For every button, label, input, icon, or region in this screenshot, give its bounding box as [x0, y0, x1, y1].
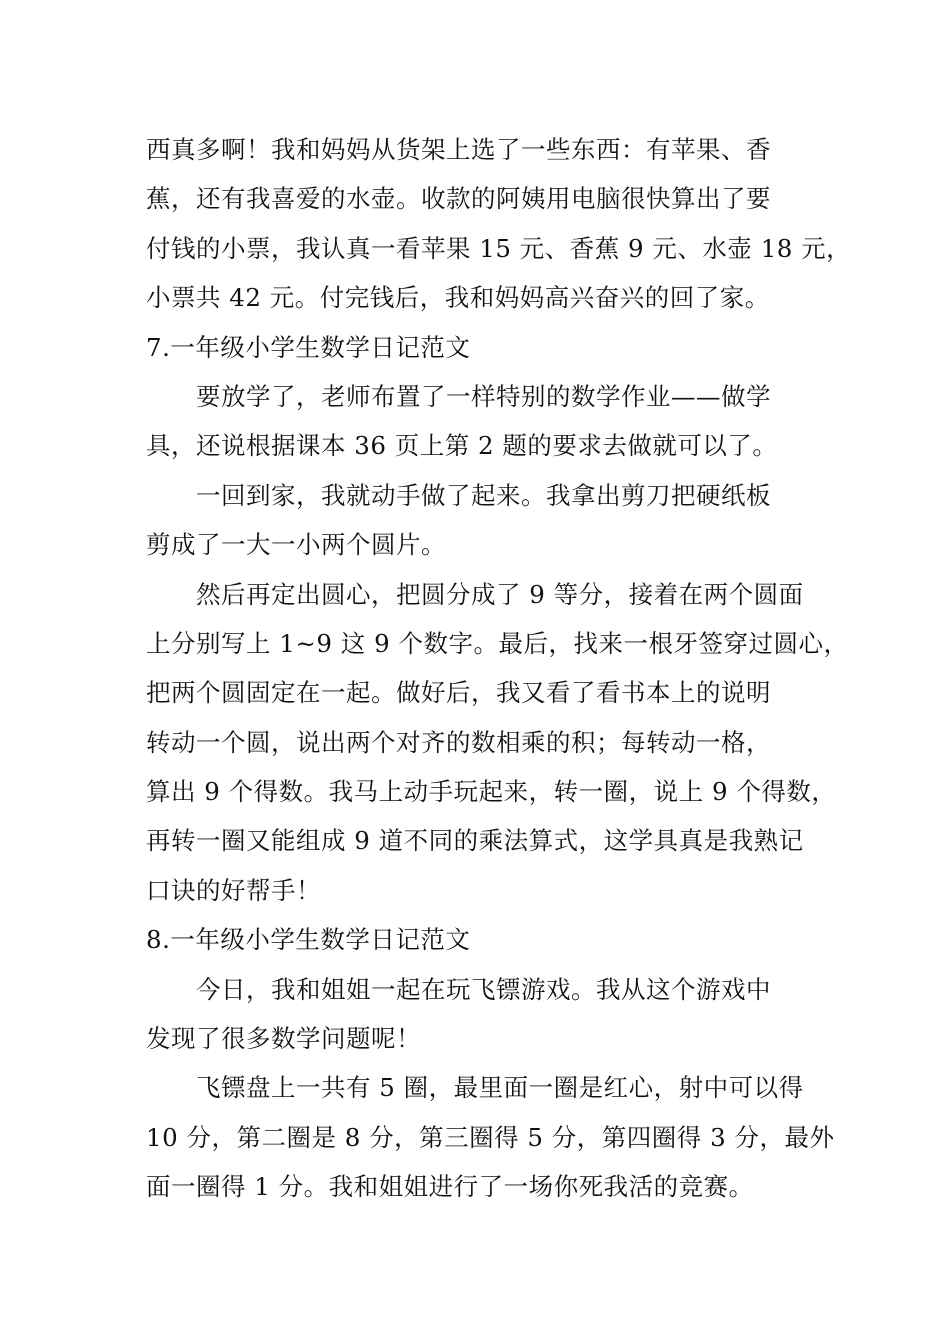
text-line: 西真多啊！我和妈妈从货架上选了一些东西：有苹果、香	[146, 135, 771, 164]
text-line: 付钱的小票，我认真一看苹果 15 元、香蕉 9 元、水壶 18 元，	[146, 233, 852, 263]
text-line: 发现了很多数学问题呢！	[146, 1024, 421, 1054]
document-body	[146, 125, 852, 1212]
text-line: 小票共 42 元。付完钱后，我和妈妈高兴奋兴的回了家。	[146, 283, 770, 313]
text-line: 一回到家，我就动手做了起来。我拿出剪刀把硬纸板	[196, 480, 771, 510]
text-line: 剪成了一大一小两个圆片。	[146, 530, 446, 560]
text-line: 上分别写上 1~9 这 9 个数字。最后，找来一根牙签穿过圆心，	[146, 628, 849, 658]
text-line: 面一圈得 1 分。我和姐姐进行了一场你死我活的竞赛。	[146, 1172, 754, 1202]
section-heading: 8.一年级小学生数学日记范文	[146, 925, 471, 955]
text-line: 飞镖盘上一共有 5 圈，最里面一圈是红心，射中可以得	[196, 1073, 804, 1103]
section-heading: 7.一年级小学生数学日记范文	[146, 332, 471, 362]
text-line: 口诀的好帮手！	[146, 875, 321, 905]
text-line: 今日，我和姐姐一起在玩飞镖游戏。我从这个游戏中	[196, 974, 771, 1004]
text-line: 要放学了，老师布置了一样特别的数学作业——做学	[196, 381, 771, 411]
text-line: 把两个圆固定在一起。做好后，我又看了看书本上的说明	[146, 678, 771, 708]
text-line: 具，还说根据课本 36 页上第 2 题的要求去做就可以了。	[146, 431, 778, 461]
text-line: 然后再定出圆心，把圆分成了 9 等分，接着在两个圆面	[196, 579, 804, 609]
text-line: 算出 9 个得数。我马上动手玩起来，转一圈，说上 9 个得数，	[146, 777, 837, 807]
text-line: 再转一圈又能组成 9 道不同的乘法算式，这学具真是我熟记	[146, 826, 804, 856]
text-line: 蕉，还有我喜爱的水壶。收款的阿姨用电脑很快算出了要	[146, 184, 771, 214]
text-line: 转动一个圆，说出两个对齐的数相乘的积；每转动一格，	[146, 727, 771, 757]
text-line: 10 分，第二圈是 8 分，第三圈得 5 分，第四圈得 3 分，最外	[146, 1122, 835, 1152]
